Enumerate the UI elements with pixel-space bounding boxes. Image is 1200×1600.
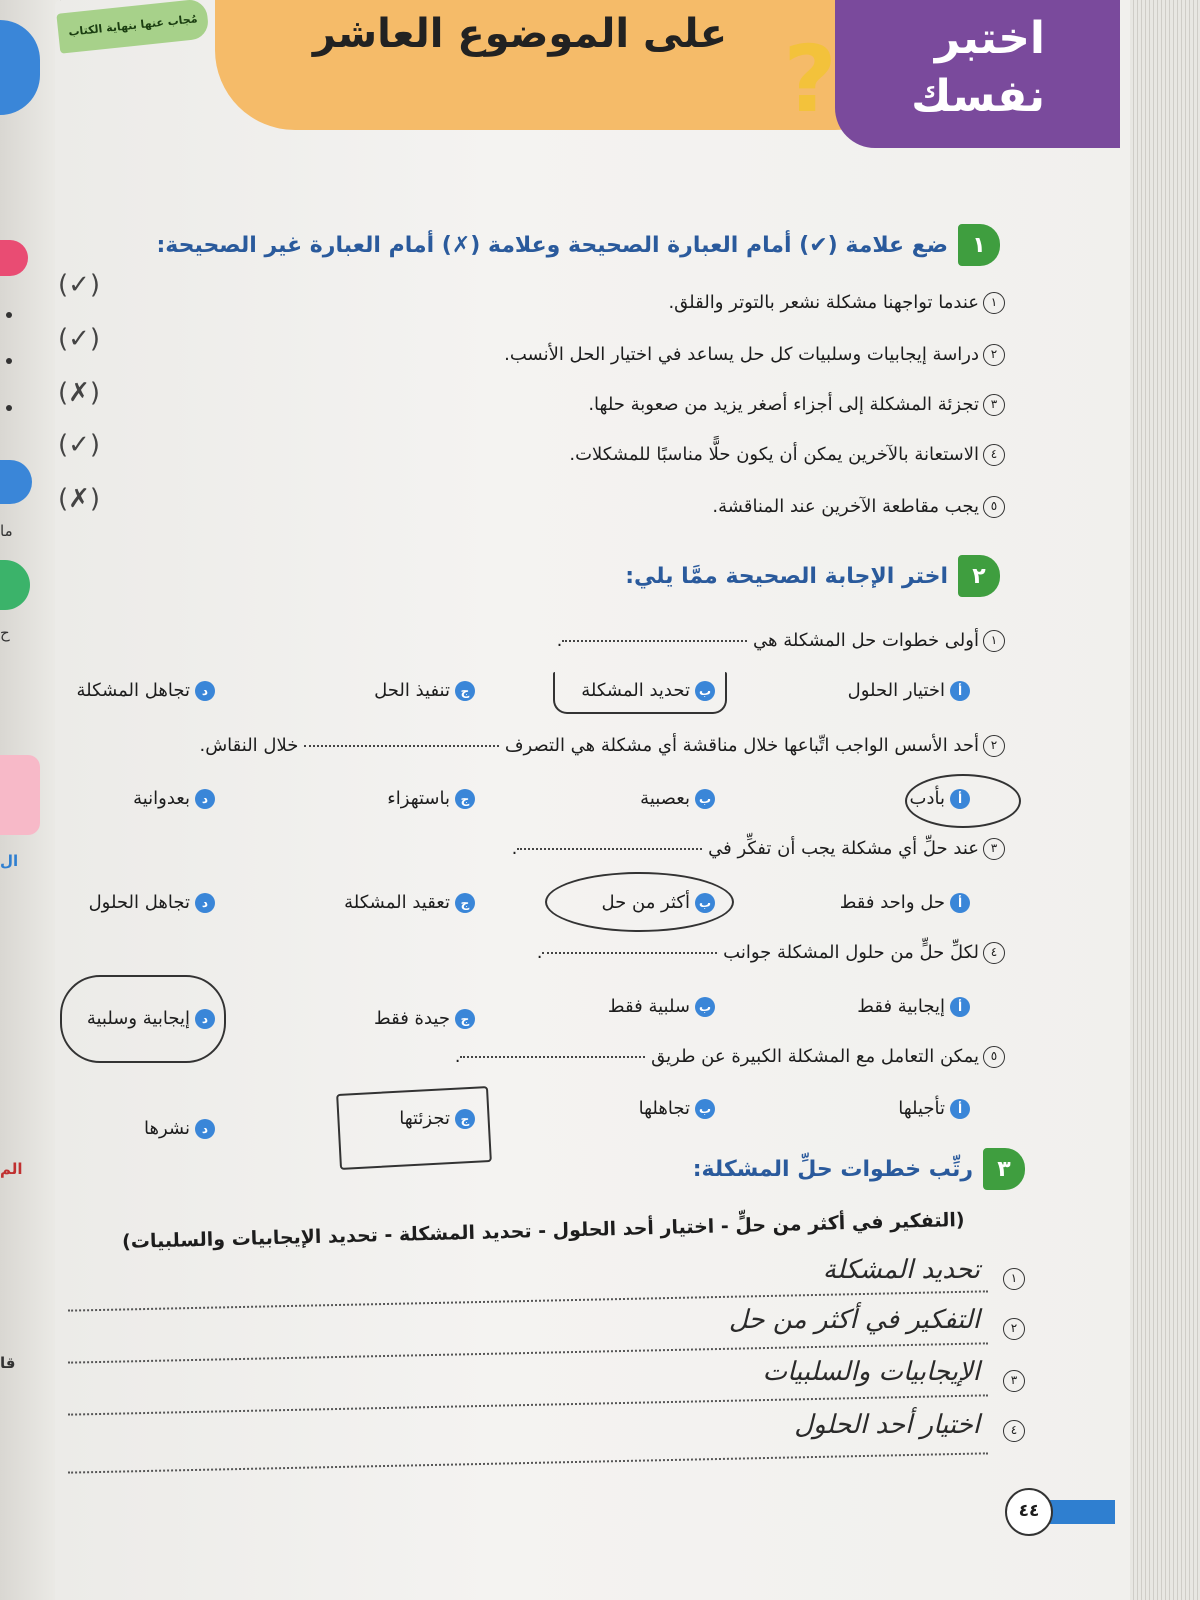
option-d [144, 1118, 215, 1139]
option-text: تعقيد المشكلة [344, 892, 450, 913]
question-item [537, 942, 1005, 964]
option-a [848, 680, 970, 701]
option-letter: ب [695, 997, 715, 1017]
option-letter: ب [695, 893, 715, 913]
option-letter: ج [455, 681, 475, 701]
option-letter: ج [455, 1009, 475, 1029]
option-letter: د [195, 893, 215, 913]
question-text: أولى خطوات حل المشكلة هي [753, 630, 979, 651]
item-number: ٢ [983, 735, 1005, 757]
question-suffix: . [556, 630, 563, 651]
side-pink-box [0, 755, 40, 835]
handwritten-answer-circle [905, 774, 1021, 828]
option-a [840, 892, 970, 913]
option-d [77, 680, 215, 701]
option-text: بأدب [909, 788, 945, 809]
option-b [639, 1098, 715, 1119]
option-c [374, 680, 475, 701]
question-text: لكلِّ حلٍّ من حلول المشكلة جوانب [723, 942, 979, 963]
option-c [374, 1008, 475, 1029]
option-letter: ب [695, 1099, 715, 1119]
answer-line-number [999, 1318, 1025, 1340]
option-text: تنفيذ الحل [374, 680, 450, 701]
statement-item [712, 496, 1005, 518]
section-number: ٣ [983, 1148, 1025, 1190]
option-text: حل واحد فقط [839, 892, 945, 913]
option-b [608, 996, 715, 1017]
option-c [344, 892, 475, 913]
handwritten-answer-circle [545, 872, 734, 932]
option-text: نشرها [144, 1118, 190, 1139]
option-b [640, 788, 715, 809]
side-note-text: ال [0, 852, 19, 870]
item-number: ٢ [1003, 1318, 1025, 1340]
handwritten-mark: (✗) [58, 378, 101, 408]
question-suffix: . [454, 1046, 461, 1067]
option-d [133, 788, 215, 809]
option-a [898, 1098, 970, 1119]
item-number: ١ [983, 292, 1005, 314]
section-instruction: رتِّب خطوات حلِّ المشكلة: [692, 1156, 973, 1182]
option-text: إيجابية فقط [857, 996, 945, 1017]
handwritten-answer: اختيار أحد الحلول [794, 1410, 980, 1440]
statement-text: الاستعانة بالآخرين يمكن أن يكون حلًّا مناسبًا للمشكلات. [569, 444, 979, 465]
item-number: ٤ [983, 444, 1005, 466]
option-letter: أ [950, 789, 970, 809]
option-text: جيدة فقط [374, 1008, 450, 1029]
option-text: تأجيلها [898, 1098, 945, 1119]
item-number: ٣ [983, 838, 1005, 860]
option-text: إيجابية وسلبية [86, 1008, 190, 1029]
blank-line [460, 1056, 645, 1058]
handwritten-mark: (✗) [58, 484, 101, 514]
item-number: ١ [1003, 1268, 1025, 1290]
page-number: ٤٤ [1005, 1488, 1053, 1536]
page-number-bar [1045, 1500, 1115, 1524]
item-number: ٣ [1003, 1370, 1025, 1392]
handwritten-mark: (✓) [58, 270, 101, 300]
bullet-dot [6, 358, 12, 364]
question-item [557, 630, 1005, 652]
option-letter: د [195, 789, 215, 809]
item-number: ٥ [983, 496, 1005, 518]
statement-item [668, 292, 1005, 314]
question-item [512, 838, 1005, 860]
statement-item [504, 344, 1005, 366]
option-letter: ج [455, 893, 475, 913]
question-text: أحد الأسس الواجب اتِّباعها خلال مناقشة أي مشكلة هي التصرف [504, 735, 979, 756]
statement-item [569, 444, 1005, 466]
option-letter: د [195, 1119, 215, 1139]
answer-line-number [999, 1370, 1025, 1392]
statement-item [588, 394, 1005, 416]
option-text: تجاهل المشكلة [76, 680, 190, 701]
statement-text: دراسة إيجابيات وسلبيات كل حل يساعد في اختيار الحل الأنسب. [504, 344, 979, 365]
test-yourself-title: اختبر نفسك [911, 13, 1045, 122]
blank-line [542, 952, 717, 954]
option-d [89, 892, 215, 913]
question-item [455, 1046, 1005, 1068]
option-text: تجاهلها [638, 1098, 690, 1119]
option-c [387, 788, 475, 809]
option-text: تجزئتها [399, 1108, 450, 1129]
item-number: ٤ [1003, 1420, 1025, 1442]
option-text: بعصبية [640, 788, 690, 809]
page-title: على الموضوع العاشر [312, 11, 728, 57]
item-number: ٢ [983, 344, 1005, 366]
section-instruction: اختر الإجابة الصحيحة ممَّا يلي: [625, 563, 948, 589]
section-number: ٢ [958, 555, 1000, 597]
question-mark-icon: ? [783, 26, 837, 133]
handwritten-answer-mark [553, 672, 727, 714]
option-a [857, 996, 970, 1017]
side-note-text: الم [0, 1160, 23, 1178]
side-note-text: ح [0, 624, 10, 642]
handwritten-answer-box [336, 1086, 492, 1170]
page-edges [1130, 0, 1200, 1600]
option-text: تجاهل الحلول [88, 892, 190, 913]
handwritten-mark: (✓) [58, 430, 101, 460]
question-text: عند حلِّ أي مشكلة يجب أن تفكِّر في [708, 838, 979, 859]
blank-line [304, 745, 499, 747]
option-text: أكثر من حل [601, 892, 690, 913]
blank-line [517, 848, 702, 850]
bullet-dot [6, 312, 12, 318]
handwritten-answer: تحديد المشكلة [822, 1255, 980, 1285]
section-2-heading [625, 555, 1000, 597]
handwritten-answer: التفكير في أكثر من حل [728, 1305, 980, 1335]
section-3-heading [693, 1148, 1025, 1190]
question-item [199, 735, 1005, 757]
question-suffix: . [511, 838, 518, 859]
section-1-heading [156, 224, 1000, 266]
question-text: يمكن التعامل مع المشكلة الكبيرة عن طريق [651, 1046, 979, 1067]
statement-text: تجزئة المشكلة إلى أجزاء أصغر يزيد من صعوبة حلها. [588, 394, 979, 415]
option-letter: أ [950, 681, 970, 701]
option-text: تحديد المشكلة [581, 680, 690, 701]
option-letter: أ [950, 893, 970, 913]
item-number: ٣ [983, 394, 1005, 416]
question-suffix: خلال النقاش. [199, 735, 299, 756]
bullet-dot [6, 405, 12, 411]
option-text: اختيار الحلول [847, 680, 945, 701]
option-letter: ب [695, 789, 715, 809]
option-letter: ج [455, 789, 475, 809]
answered-note-badge: مُجاب عنها بنهاية الكتاب [56, 0, 209, 54]
item-number: ٤ [983, 942, 1005, 964]
blank-line [562, 640, 747, 642]
option-text: باستهزاء [387, 788, 450, 809]
section-number: ١ [958, 224, 1000, 266]
section-instruction: ضع علامة (✔) أمام العبارة الصحيحة وعلامة (✗) أمام العبارة غير الصحيحة: [156, 232, 948, 258]
option-text: بعدوانية [133, 788, 190, 809]
option-letter: ج [455, 1109, 475, 1129]
option-letter: أ [950, 997, 970, 1017]
handwritten-answer-circle [60, 975, 226, 1063]
item-number: ٥ [983, 1046, 1005, 1068]
side-note-text: ما [0, 522, 13, 540]
answer-line-number [999, 1268, 1025, 1290]
option-letter: أ [950, 1099, 970, 1119]
option-letter: ب [695, 681, 715, 701]
option-text: سلبية فقط [607, 996, 690, 1017]
side-note-text: قا [0, 1354, 16, 1372]
handwritten-answer: الإيجابيات والسلبيات [762, 1357, 980, 1387]
statement-text: يجب مقاطعة الآخرين عند المناقشة. [712, 496, 979, 517]
option-letter: د [195, 1009, 215, 1029]
question-suffix: . [536, 942, 543, 963]
steps-list: (التفكير في أكثر من حلٍّ - اختيار أحد الحلول - تحديد المشكلة - تحديد الإيجابيات والسلبيات) [122, 1208, 966, 1254]
statement-text: عندما تواجهنا مشكلة نشعر بالتوتر والقلق. [668, 292, 979, 313]
handwritten-mark: (✓) [58, 324, 101, 354]
item-number: ١ [983, 630, 1005, 652]
answer-line-number [999, 1420, 1025, 1442]
option-letter: د [195, 681, 215, 701]
